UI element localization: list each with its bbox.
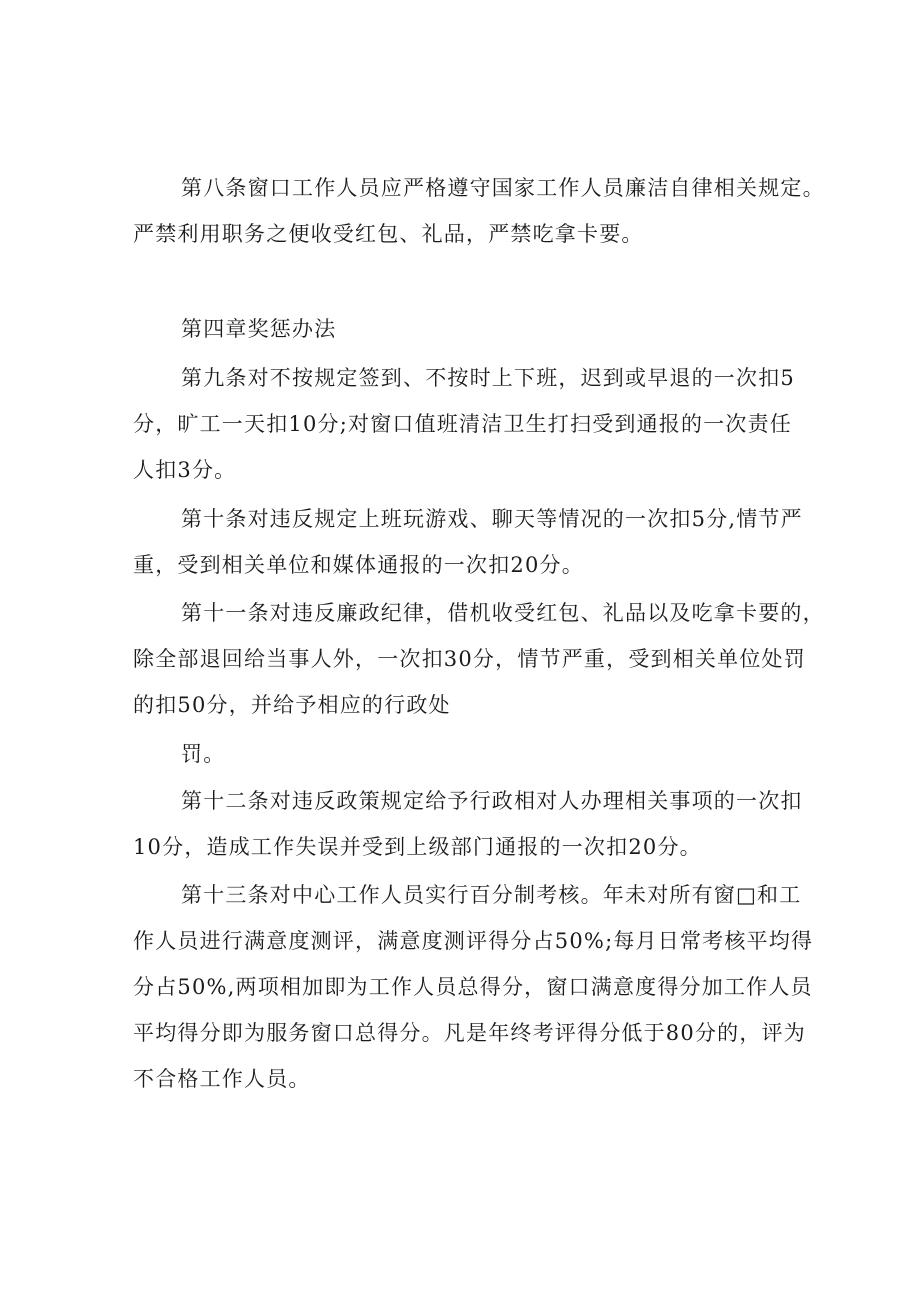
- article-8-paragraph: [133, 165, 825, 257]
- article-11-continuation: [181, 731, 225, 777]
- text-line: 除全部退回给当事人外，一次扣30分，情节严重，受到相关单位处罚: [133, 647, 806, 671]
- text-line: 分，旷工一天扣10分;对窗口值班清洁卫生打扫受到通报的一次责任: [133, 412, 792, 436]
- text-line: 平均得分即为服务窗口总得分。凡是年终考评得分低于80分的，评为: [133, 1021, 806, 1045]
- text-line: 10分，造成工作失误并受到上级部门通报的一次扣20分。: [133, 835, 702, 859]
- text-line: 第十三条对中心工作人员实行百分制考核。年未对所有窗□和工: [181, 883, 802, 907]
- text-line: 罚。: [181, 742, 226, 766]
- text-line: 重，受到相关单位和媒体通报的一次扣20分。: [133, 553, 584, 577]
- text-line: 分占50%,两项相加即为工作人员总得分，窗口满意度得分加工作人员: [133, 975, 813, 999]
- text-line: 第十二条对违反政策规定给予行政相对人办理相关事项的一次扣: [181, 789, 803, 813]
- chapter-heading: [181, 306, 336, 352]
- text-line: 人扣3分。: [133, 458, 237, 482]
- text-line: 第九条对不按规定签到、不按时上下班，迟到或早退的一次扣5: [181, 366, 795, 390]
- article-11-paragraph: [133, 590, 825, 728]
- article-13-paragraph: [133, 872, 813, 1102]
- text-line: 的扣50分，并给予相应的行政处: [133, 693, 451, 717]
- text-line: 严禁利用职务之便收受红包、礼品，严禁吃拿卡要。: [133, 222, 644, 246]
- article-12-paragraph: [133, 778, 803, 870]
- text-line: 作人员进行满意度测评，满意度测评得分占50%;每月日常考核平均得: [133, 929, 814, 953]
- text-line: 第十一条对违反廉政纪律，借机收受红包、礼品以及吃拿卡要的，: [181, 601, 825, 625]
- article-9-paragraph: [133, 355, 795, 493]
- text-line: 不合格工作人员。: [133, 1067, 311, 1091]
- text-line: 第十条对违反规定上班玩游戏、聊天等情况的一次扣5分,情节严: [181, 507, 803, 531]
- article-10-paragraph: [133, 496, 803, 588]
- heading-text: 第四章奖惩办法: [181, 317, 337, 341]
- text-line: 第八条窗口工作人员应严格遵守国家工作人员廉洁自律相关规定。: [181, 176, 825, 200]
